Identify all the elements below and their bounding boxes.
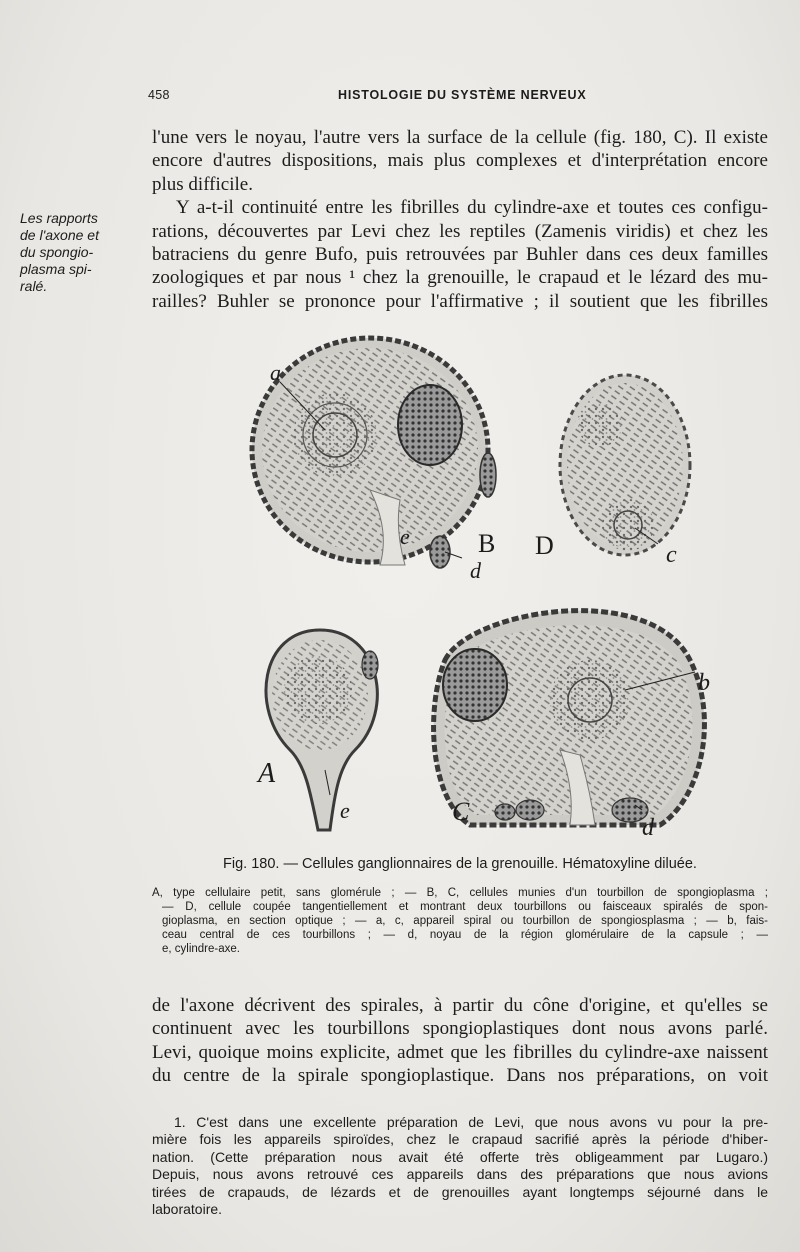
footnote-line: 1. C'est dans une excellente préparation de Levi, que nous avons vu pour la pre- [174, 1114, 768, 1130]
text-line: de l'axone décrivent des spirales, à partir du cône d'origine, et qu'elles se [152, 995, 768, 1016]
text-line: rations, découvertes par Levi chez les reptiles (Zamenis viridis) et chez les [152, 220, 768, 242]
text-line: continuent avec les tourbillons spongioplastiques dont nous avons parlé. [152, 1018, 768, 1040]
paragraph-top [152, 126, 768, 313]
text-line: zoologiques et par nous ¹ chez la grenouille, le crapaud et le lézard des mu- [152, 267, 768, 289]
fig-label-d-top: d [470, 558, 481, 583]
caption-line: ceau central de ces tourbillons ; — d, noyau de la région glomérulaire de la capsule ; — [162, 929, 768, 941]
paragraph-bottom [152, 994, 768, 1088]
fig-label-b: b [698, 670, 710, 696]
margin-note-line: ralé. [20, 278, 48, 294]
text-line: Y a-t-il continuité entre les fibrilles du cylindre-axe et toutes ces configu- [176, 197, 768, 219]
caption-line: — D, cellule coupée tangentiellement et montrant deux tourbillons ou faisceaux spiralés de spon- [162, 901, 768, 913]
text-line: Levi, quoique moins explicite, admet que les fibrilles du cylindre-axe naissent [152, 1041, 768, 1063]
text-line: plus difficile. [152, 173, 253, 195]
footnote [152, 1114, 768, 1218]
fig-label-D: D [535, 531, 554, 560]
figure-illustration [230, 330, 730, 850]
fig-label-a: a [270, 360, 281, 385]
fig-label-B: B [478, 529, 496, 558]
page-number: 458 [148, 88, 170, 102]
footnote-line: laboratoire. [152, 1201, 223, 1218]
fig-label-e-top: e [400, 524, 410, 549]
margin-note [20, 210, 140, 295]
running-title: HISTOLOGIE DU SYSTÈME NERVEUX [338, 88, 587, 102]
text-line: railles? Buhler se prononce pour l'affirmative ; il soutient que les fibrilles [152, 290, 768, 312]
footnote-line: Depuis, nous avons retrouvé ces appareils dans des préparations que nous avions [152, 1166, 768, 1183]
text-line: du centre de la spirale spongioplastique. Dans nos préparations, on voit [152, 1065, 768, 1087]
margin-note-line: de l'axone et [20, 227, 99, 243]
text-line: batraciens du genre Bufo, puis retrouvées par Buhler dans ces deux familles [152, 244, 768, 266]
caption-line: A, type cellulaire petit, sans glomérule ; — B, C, cellules munies d'un tourbillon de spongioplasma ; [152, 887, 768, 899]
figure-caption [152, 856, 768, 956]
caption-body [152, 886, 768, 956]
cell-b [252, 338, 496, 568]
text-line: encore d'autres dispositions, mais plus complexes et d'interprétation encore [152, 150, 768, 172]
footnote-line: tirées de crapauds, de lézards et de grenouilles ayant longtemps séjourné dans le [152, 1183, 768, 1200]
fig-label-C: C [452, 797, 470, 826]
fig-label-A: A [258, 758, 276, 789]
caption-title: Fig. 180. — Cellules ganglionnaires de la grenouille. Hématoxyline diluée. [223, 856, 697, 872]
footnote-line: mière fois les appareils spiroïdes, chez le crapaud sacrifié après la période d'hiber- [152, 1131, 768, 1148]
cell-d [560, 375, 690, 555]
text-line: l'une vers le noyau, l'autre vers la surface de la cellule (fig. 180, C). Il existe [152, 127, 768, 148]
caption-line: e, cylindre-axe. [162, 943, 240, 955]
margin-note-line: plasma spi- [20, 261, 92, 277]
footnote-line: nation. (Cette préparation nous avait été offerte très obligeamment par Lugaro.) [152, 1148, 768, 1165]
cell-c [434, 611, 705, 825]
margin-note-line: Les rapports [20, 210, 98, 226]
caption-line: gioplasma, en section optique ; — a, c, appareil spiral ou tourbillon de spongiosplasma ; — b, fais- [162, 915, 768, 927]
margin-note-line: du spongio- [20, 244, 94, 260]
fig-label-d-bottom: d [642, 815, 654, 841]
fig-label-c: c [666, 542, 677, 568]
figure-180 [230, 330, 730, 850]
cell-a [266, 630, 378, 830]
fig-label-e-bottom: e [340, 798, 350, 823]
